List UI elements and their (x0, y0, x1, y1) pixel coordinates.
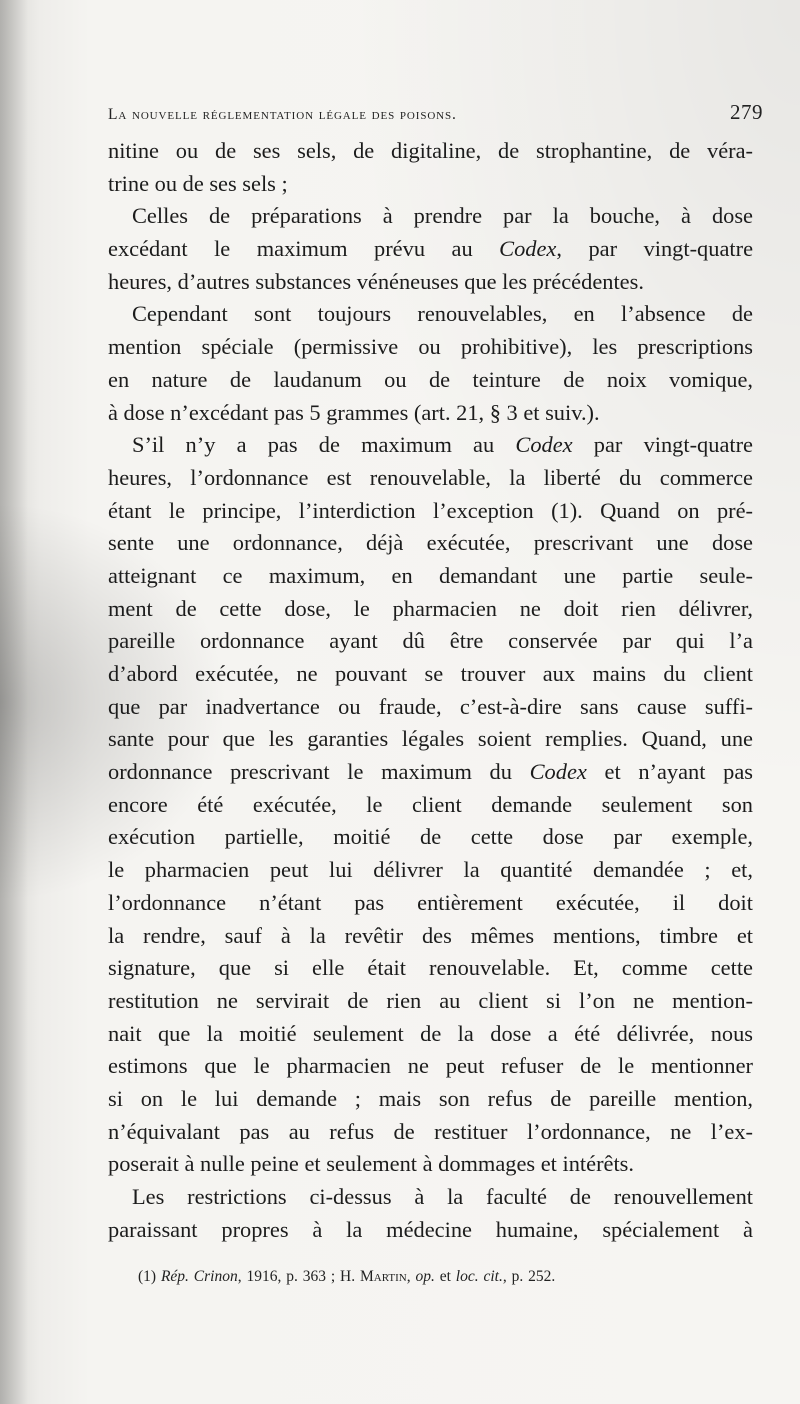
text-line: estimons que le pharmacien ne peut refuser de le mentionner (108, 1053, 753, 1079)
text-line: mention spéciale (permissive ou prohibitive), les prescriptions (108, 334, 753, 360)
text-line: exécution partielle, moitié de cette dose par exemple, (108, 824, 753, 850)
text-line: signature, que si elle était renouvelable. Et, comme cette (108, 955, 753, 981)
text-line: le pharmacien peut lui délivrer la quantité demandée ; et, (108, 857, 753, 883)
text-line: d’abord exécutée, ne pouvant se trouver aux mains du client (108, 661, 753, 686)
text-line: atteignant ce maximum, en demandant une partie seule- (108, 562, 753, 588)
text-line: ment de cette dose, le pharmacien ne doit rien délivrer, (108, 595, 753, 621)
text-line: nitine ou de ses sels, de digitaline, de strophantine, de véra- (108, 138, 753, 163)
text-line: si on le lui demande ; mais son refus de pareille mention, (108, 1085, 753, 1111)
text-line: à dose n’excédant pas 5 grammes (art. 21, § 3 et suiv.). (108, 399, 600, 425)
page-number: 279 (730, 100, 763, 124)
text-line: heures, d’autres substances vénéneuses que les précédentes. (108, 268, 644, 294)
running-head (108, 100, 763, 128)
text-line: en nature de laudanum ou de teinture de noix vomique, (108, 366, 753, 392)
footnote: (1) Rép. Crinon, 1916, p. 363 ; H. Martin, op. et loc. cit., p. 252. (138, 1268, 556, 1285)
text-line: sante pour que les garanties légales soient remplies. Quand, une (108, 726, 753, 752)
text-line: trine ou de ses sels ; (108, 170, 288, 196)
text-line: n’équivalant pas au refus de restituer l’ordonnance, ne l’ex- (108, 1118, 753, 1144)
gutter-shadow (0, 0, 28, 1404)
text-line: excédant le maximum prévu au Codex, par vingt-quatre (108, 236, 754, 262)
footnote-source: Rép. Crinon (160, 1268, 238, 1285)
text-line: que par inadvertance ou fraude, c’est-à-dire sans cause suffi- (108, 693, 753, 719)
text-line: pareille ordonnance ayant dû être conservée par qui l’a (108, 628, 753, 654)
text-line: Celles de préparations à prendre par la bouche, à dose (132, 203, 753, 229)
text-line: l’ordonnance n’étant pas entièrement exécutée, il doit (108, 889, 753, 915)
text-line: restitution ne servirait de rien au client si l’on ne mention- (108, 987, 753, 1013)
text-line: Les restrictions ci-dessus à la faculté de renouvellement (132, 1184, 753, 1209)
footnote-marker: (1) (138, 1268, 157, 1285)
running-head-title: La nouvelle réglementation légale des poisons. (108, 106, 457, 123)
text-line: ordonnance prescrivant le maximum du Codex et n’ayant pas (108, 759, 753, 785)
text-line: nait que la moitié seulement de la dose a été délivrée, nous (108, 1020, 753, 1046)
text-line: étant le principe, l’interdiction l’exception (1). Quand on pré- (108, 497, 753, 523)
text-line: Cependant sont toujours renouvelables, en l’absence de (132, 301, 753, 327)
text-line: encore été exécutée, le client demande seulement son (108, 791, 753, 817)
body-text (108, 135, 753, 1246)
footnote-author: Martin (359, 1268, 407, 1285)
text-line: poserait à nulle peine et seulement à dommages et intérêts. (108, 1151, 634, 1177)
text-line: sente une ordonnance, déjà exécutée, prescrivant une dose (108, 530, 753, 556)
text-line: paraissant propres à la médecine humaine, spécialement à (108, 1216, 753, 1242)
text-line: la rendre, sauf à la revêtir des mêmes mentions, timbre et (108, 922, 753, 948)
text-line: S’il n’y a pas de maximum au Codex par vingt-quatre (132, 432, 753, 458)
text-line: heures, l’ordonnance est renouvelable, la liberté du commerce (108, 464, 753, 490)
